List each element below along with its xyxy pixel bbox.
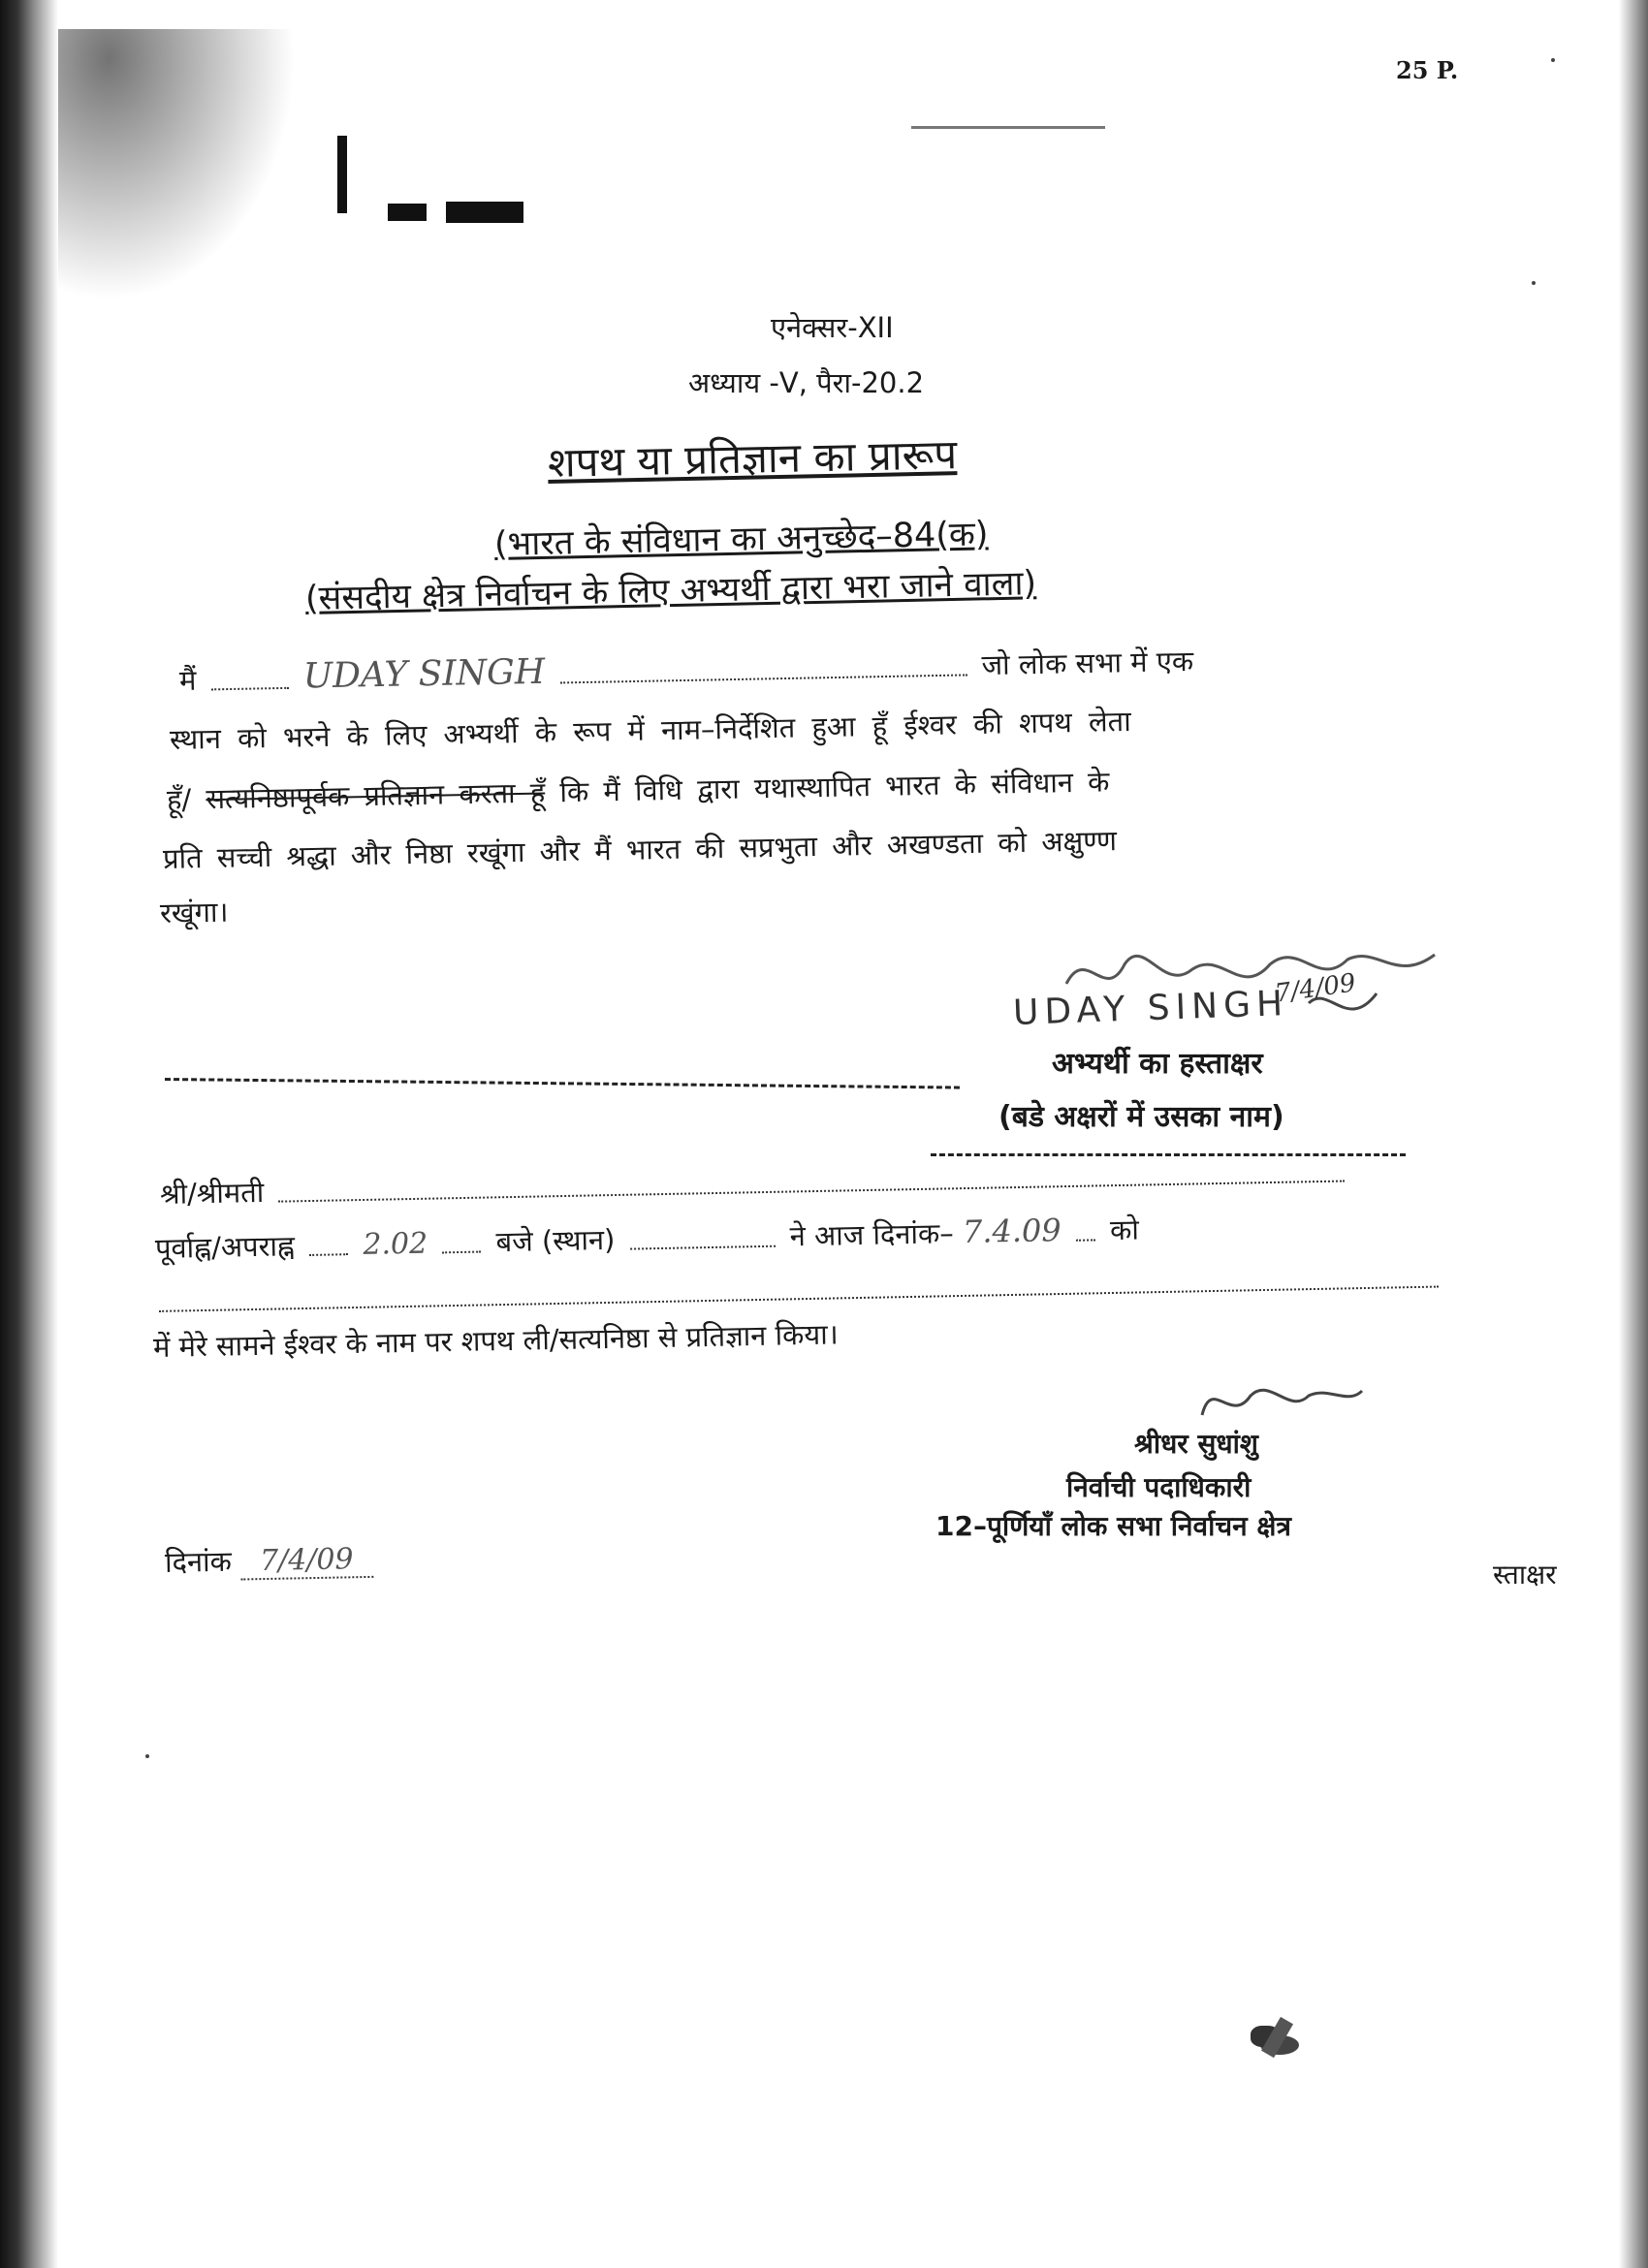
fill-dots — [1076, 1238, 1095, 1241]
scan-shadow-right — [1619, 0, 1648, 2268]
form-subtitle-2: (संसदीय क्षेत्र निर्वाचन के लिए अभ्यर्थी द्वारा भरा जाने वाला) — [304, 564, 1037, 618]
signature-date: 7/4/09 — [1273, 968, 1358, 1009]
attestation-line-3 — [153, 1262, 1444, 1320]
suffix-ko: को — [1109, 1213, 1140, 1247]
officer-date-handwritten: 7/4/09 — [240, 1542, 373, 1581]
candidate-name-handwritten: UDAY SINGH — [302, 651, 546, 697]
fill-dots — [159, 1285, 1439, 1312]
date-label: ने आज दिनांक– — [789, 1216, 955, 1253]
fill-dots — [211, 686, 289, 691]
officer-date-label: दिनांक — [164, 1544, 233, 1579]
place-label: बजे (स्थान) — [495, 1222, 616, 1259]
scan-mark — [337, 136, 347, 213]
oath-line3-b: कि मैं विधि द्वारा यथास्थापित भारत के संविधान के — [559, 765, 1110, 809]
chapter-label: अध्याय -V, पैरा-20.2 — [688, 366, 925, 399]
attestation-line-2 — [155, 1211, 1140, 1267]
form-subtitle-1: (भारत के संविधान का अनुच्छेद–84(क) — [493, 515, 989, 564]
scan-shadow-left — [0, 0, 58, 2268]
scan-mark — [446, 202, 523, 223]
attestation-line-4: में मेरे सामने ईश्वर के नाम पर शपथ ली/सत्यनिष्ठा से प्रतिज्ञान किया। — [152, 1317, 839, 1364]
fill-dots — [309, 1252, 348, 1256]
fill-dots — [443, 1250, 482, 1254]
officer-designation: निर्वाची पदाधिकारी — [1066, 1471, 1252, 1503]
speck — [911, 126, 1105, 129]
scan-smudge — [58, 29, 310, 320]
separator-line — [165, 1078, 960, 1089]
fill-dots — [279, 1180, 1346, 1203]
oath-line-2: स्थान को भरने के लिए अभ्यर्थी के रूप में नाम–निर्देशित हुआ हूँ ईश्वर की शपथ लेता — [169, 704, 1131, 756]
officer-name: श्रीधर सुधांशु — [1134, 1428, 1258, 1460]
margin-note: स्ताक्षर — [1493, 1559, 1557, 1591]
oath-line-3 — [167, 762, 1110, 818]
oath-line3-a: हूँ/ — [166, 782, 192, 816]
oath-prefix: मैं — [178, 663, 197, 697]
speck — [1551, 58, 1555, 62]
struck-text: सत्यनिष्ठापूर्वक प्रतिज्ञान करता हूँ — [206, 775, 546, 816]
candidate-name-label: (बडे अक्षरों में उसका नाम) — [998, 1100, 1284, 1134]
page-number: 25 P. — [1396, 56, 1459, 84]
annex-label: एनेक्सर-XII — [771, 311, 894, 344]
scan-mark — [388, 204, 427, 221]
honorific-label: श्री/श्रीमती — [159, 1175, 265, 1211]
speck — [145, 1754, 149, 1758]
form-title: शपथ या प्रतिज्ञान का प्रारूप — [547, 430, 958, 487]
oath-line-1 — [179, 640, 1194, 699]
fill-dots — [560, 673, 967, 683]
oath-line-4: प्रति सच्ची श्रद्धा और निष्ठा रखूंगा और मैं भारत की सप्रभुता और अखण्डता को अक्षुण्ण — [162, 824, 1118, 875]
fill-dots — [630, 1244, 776, 1250]
attestation-line-1 — [160, 1151, 1351, 1213]
candidate-signature-label: अभ्यर्थी का हस्ताक्षर — [1052, 1047, 1263, 1081]
candidate-block-name: UDAY SINGH — [1012, 984, 1289, 1033]
time-handwritten: 2.02 — [363, 1226, 428, 1262]
time-of-day-label: पूर्वाह्न/अपराह्न — [154, 1229, 296, 1265]
officer-date-line — [165, 1539, 373, 1581]
officer-constituency: 12–पूर्णियाँ लोक सभा निर्वाचन क्षेत्र — [935, 1510, 1291, 1542]
speck — [1532, 281, 1536, 285]
date-handwritten: 7.4.09 — [962, 1212, 1062, 1251]
oath-line1-suffix: जो लोक सभा में एक — [981, 644, 1194, 682]
oath-line-5: रखूंगा। — [159, 895, 229, 929]
